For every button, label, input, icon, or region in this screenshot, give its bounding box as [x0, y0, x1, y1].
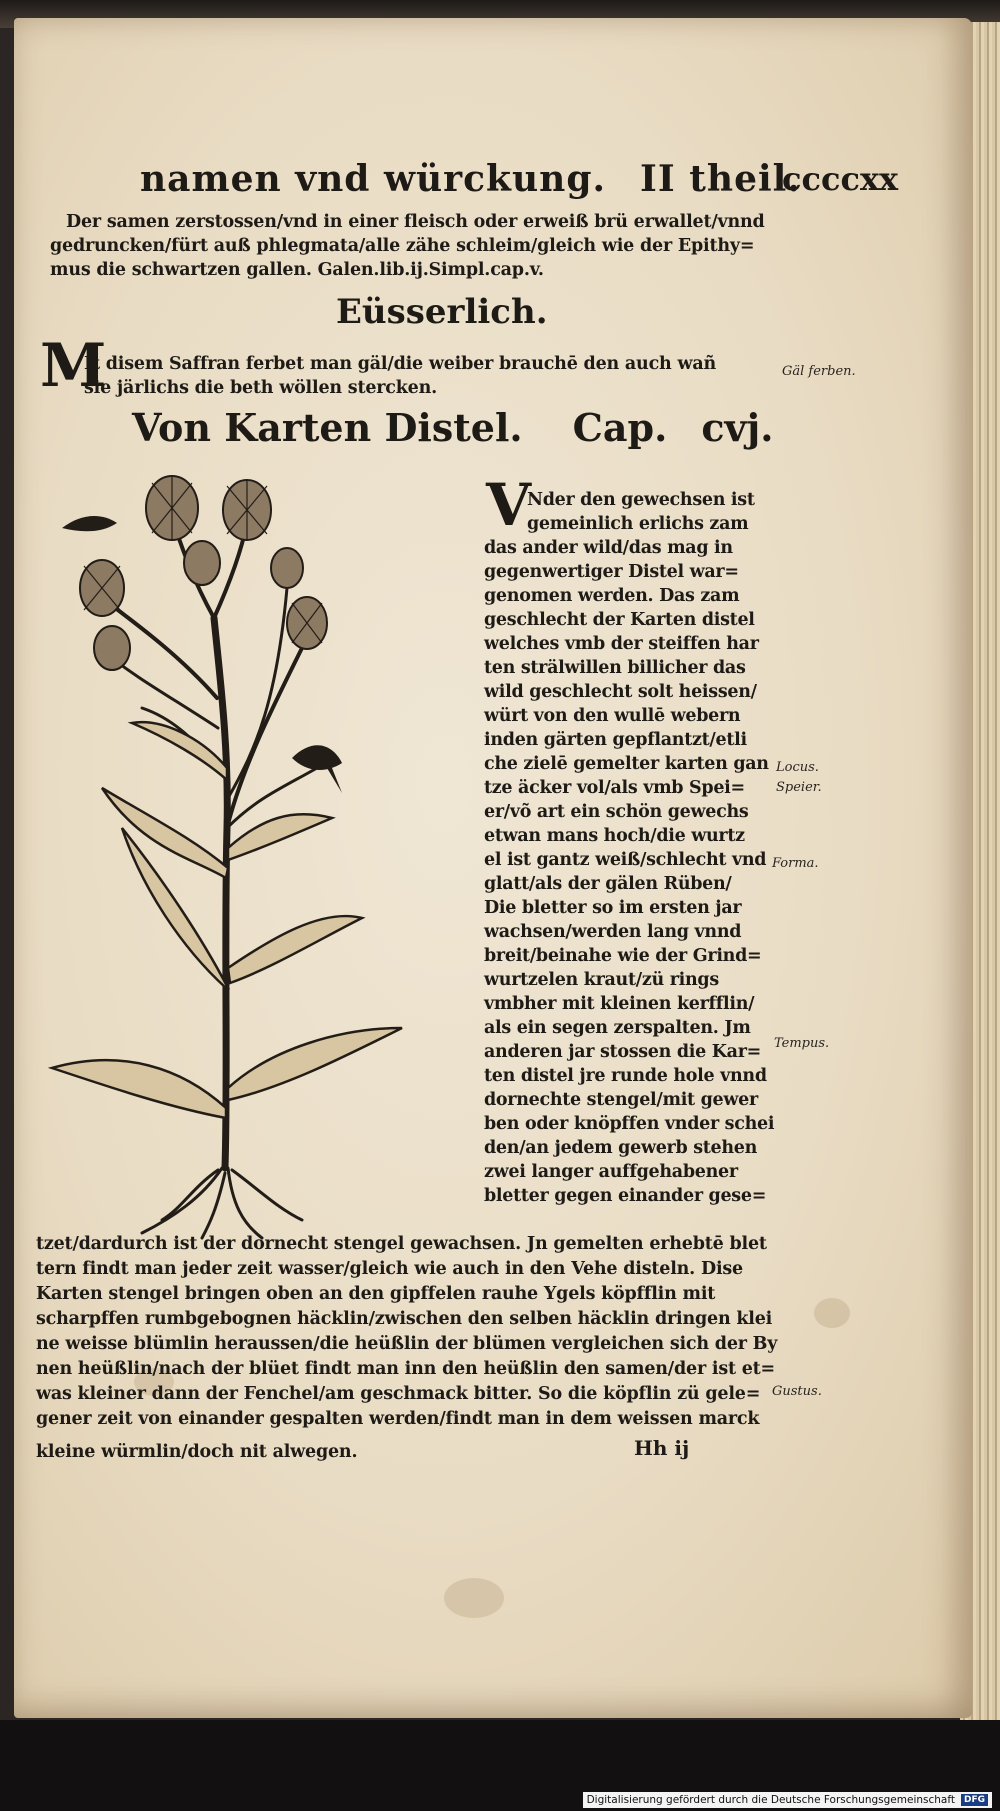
full-line: tern findt man jeder zeit wasser/gleich wie auch in den Vehe disteln. Dise — [36, 1259, 743, 1279]
paper-stain — [444, 1578, 504, 1618]
column-line: wild geschlecht solt heissen/ — [484, 682, 757, 702]
column-line: el ist gantz weiß/schlecht vnd — [484, 850, 767, 870]
column-line: gegenwertiger Distel war= — [484, 562, 739, 582]
chapter-cap-label: Cap. — [572, 405, 668, 450]
credit-text: Digitalisierung gefördert durch die Deutsche Forschungsgemeinschaft — [586, 1794, 955, 1806]
column-line: wachsen/werden lang vnnd — [484, 922, 742, 942]
column-line: gemeinlich erlichs zam — [527, 514, 749, 534]
column-line: welches vmb der steiffen har — [484, 634, 759, 654]
full-line: ne weisse blümlin heraussen/die heüßlin der blümen vergleichen sich der By — [36, 1334, 778, 1354]
column-line: ten distel jre runde hole vnnd — [484, 1066, 767, 1086]
dropcap-initial: V — [486, 471, 532, 539]
dfg-logo: DFG — [961, 1794, 988, 1806]
margin-note: Gäl ferben. — [782, 364, 856, 379]
column-line: das ander wild/das mag in — [484, 538, 733, 558]
column-line: bletter gegen einander gese= — [484, 1186, 767, 1206]
digitization-credit — [583, 1792, 992, 1808]
signature-mark: Hh ij — [634, 1436, 690, 1460]
column-line: wurtzelen kraut/zü rings — [484, 970, 719, 990]
column-line: vmbher mit kleinen kerfflin/ — [484, 994, 755, 1014]
column-line: Die bletter so im ersten jar — [484, 898, 742, 918]
column-line: den/an jedem gewerb stehen — [484, 1138, 758, 1158]
margin-note: Tempus. — [774, 1036, 830, 1051]
intro-line: mus die schwartzen gallen. Galen.lib.ij.Simpl.cap.v. — [50, 260, 544, 280]
running-head — [140, 158, 801, 200]
full-line: gener zeit von einander gespalten werden/findt man in dem weissen marck — [36, 1409, 760, 1429]
column-line: che zielē gemelter karten gan — [484, 754, 769, 774]
column-line: inden gärten gepflantzt/etli — [484, 730, 747, 750]
paper-stain — [814, 1298, 850, 1328]
column-line: breit/beinahe wie der Grind= — [484, 946, 762, 966]
full-line: Karten stengel bringen oben an den gipffelen rauhe Ygels köpfflin mit — [36, 1284, 716, 1304]
intro-line: gedruncken/fürt auß phlegmata/alle zähe schleim/gleich wie der Epithy= — [50, 236, 755, 256]
full-line: tzet/dardurch ist der dornecht stengel gewachsen. Jn gemelten erhebtē blet — [36, 1234, 767, 1254]
running-head-title: namen vnd würckung. — [140, 158, 607, 200]
intro-line: Der samen zerstossen/vnd in einer fleisch oder erweiß brü erwallet/vnnd — [66, 212, 765, 232]
folio-number: ccccxx — [782, 160, 899, 198]
column-line: ten strälwillen billicher das — [484, 658, 746, 678]
column-line: tze äcker vol/als vmb Spei= — [484, 778, 745, 798]
margin-note: Forma. — [772, 856, 819, 871]
column-line: geschlecht der Karten distel — [484, 610, 755, 630]
column-line: würt von den wullē webern — [484, 706, 741, 726]
dropcap-initial: M — [40, 331, 107, 401]
margin-note: Locus. — [776, 760, 819, 775]
column-line: genomen werden. Das zam — [484, 586, 740, 606]
margin-note: Speier. — [776, 780, 822, 795]
column-line: zwei langer auffgehabener — [484, 1162, 738, 1182]
chapter-title — [132, 405, 774, 450]
column-line: dornechte stengel/mit gewer — [484, 1090, 758, 1110]
column-line: Nder den gewechsen ist — [527, 490, 755, 510]
column-line: er/võ art ein schön gewechs — [484, 802, 749, 822]
column-line: etwan mans hoch/die wurtz — [484, 826, 745, 846]
teasel-woodcut-illustration — [42, 468, 452, 1240]
section-heading: Eüsserlich. — [336, 292, 548, 332]
column-line: anderen jar stossen die Kar= — [484, 1042, 761, 1062]
column-line: ben oder knöpffen vnder schei — [484, 1114, 775, 1134]
full-line: kleine würmlin/doch nit alwegen. — [36, 1442, 358, 1462]
external-use-line: sie järlichs die beth wöllen stercken. — [84, 378, 438, 398]
full-line: nen heüßlin/nach der blüet findt man inn den heüßlin den samen/der ist et= — [36, 1359, 776, 1379]
full-line: was kleiner dann der Fenchel/am geschmack bitter. So die köpflin zü gele= — [36, 1384, 761, 1404]
column-line: glatt/als der gälen Rüben/ — [484, 874, 732, 894]
chapter-number: cvj. — [701, 405, 774, 450]
full-line: scharpffen rumbgebognen häcklin/zwischen den selben häcklin dringen klei — [36, 1309, 773, 1329]
column-line: als ein segen zerspalten. Jm — [484, 1018, 751, 1038]
chapter-name: Von Karten Distel. — [132, 405, 523, 450]
external-use-line: It disem Saffran ferbet man gäl/die weiber brauchē den auch wañ — [84, 354, 716, 374]
running-head-part: II theil. — [640, 158, 801, 200]
margin-note: Gustus. — [772, 1384, 822, 1399]
